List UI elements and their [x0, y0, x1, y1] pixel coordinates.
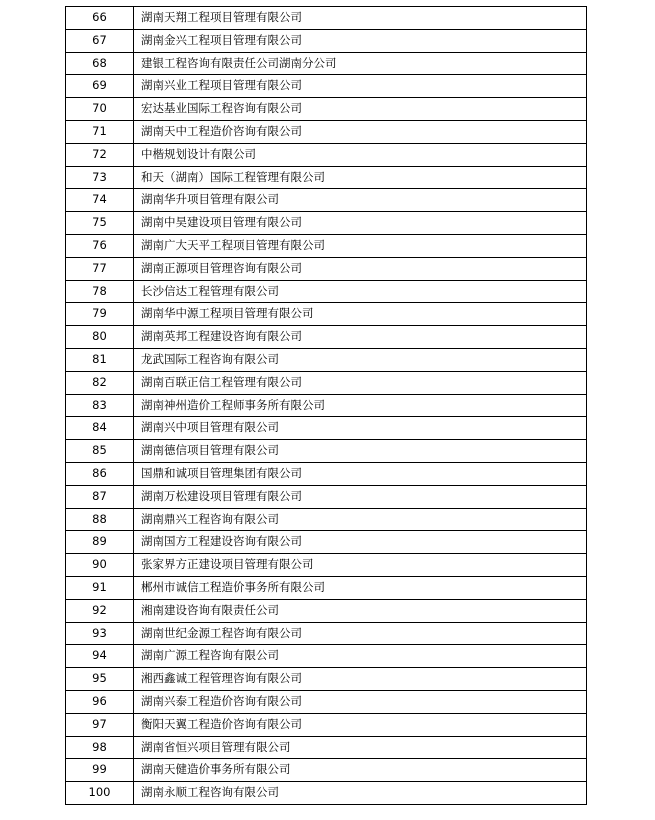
- company-name-cell: 湖南世纪金源工程咨询有限公司: [134, 622, 587, 645]
- company-list-table: [65, 6, 587, 805]
- row-number-cell: 67: [66, 29, 134, 52]
- row-number-cell: 77: [66, 257, 134, 280]
- row-number-cell: 84: [66, 417, 134, 440]
- row-number-cell: 81: [66, 348, 134, 371]
- company-name-cell: 湖南天中工程造价咨询有限公司: [134, 120, 587, 143]
- document-page: [65, 6, 586, 805]
- table-row: [66, 736, 587, 759]
- company-name-cell: 湖南省恒兴项目管理有限公司: [134, 736, 587, 759]
- company-name-cell: 国鼎和诚项目管理集团有限公司: [134, 462, 587, 485]
- table-row: [66, 440, 587, 463]
- company-name-cell: 湖南兴泰工程造价咨询有限公司: [134, 690, 587, 713]
- table-row: [66, 508, 587, 531]
- table-body: [66, 7, 587, 805]
- row-number-cell: 73: [66, 166, 134, 189]
- company-name-cell: 张家界方正建设项目管理有限公司: [134, 554, 587, 577]
- company-name-cell: 湖南兴业工程项目管理有限公司: [134, 75, 587, 98]
- table-row: [66, 348, 587, 371]
- table-row: [66, 554, 587, 577]
- row-number-cell: 98: [66, 736, 134, 759]
- company-name-cell: 湘南建设咨询有限责任公司: [134, 599, 587, 622]
- company-name-cell: 湖南国方工程建设咨询有限公司: [134, 531, 587, 554]
- row-number-cell: 90: [66, 554, 134, 577]
- table-row: [66, 417, 587, 440]
- table-row: [66, 98, 587, 121]
- company-name-cell: 湖南正源项目管理咨询有限公司: [134, 257, 587, 280]
- company-name-cell: 宏达基业国际工程咨询有限公司: [134, 98, 587, 121]
- row-number-cell: 89: [66, 531, 134, 554]
- row-number-cell: 83: [66, 394, 134, 417]
- row-number-cell: 80: [66, 326, 134, 349]
- table-row: [66, 120, 587, 143]
- row-number-cell: 92: [66, 599, 134, 622]
- row-number-cell: 71: [66, 120, 134, 143]
- row-number-cell: 75: [66, 212, 134, 235]
- row-number-cell: 95: [66, 668, 134, 691]
- company-name-cell: 湖南华升项目管理有限公司: [134, 189, 587, 212]
- table-row: [66, 7, 587, 30]
- row-number-cell: 91: [66, 576, 134, 599]
- table-row: [66, 234, 587, 257]
- company-name-cell: 湖南神州造价工程师事务所有限公司: [134, 394, 587, 417]
- company-name-cell: 湖南金兴工程项目管理有限公司: [134, 29, 587, 52]
- company-name-cell: 衡阳天翼工程造价咨询有限公司: [134, 713, 587, 736]
- row-number-cell: 99: [66, 759, 134, 782]
- table-row: [66, 189, 587, 212]
- company-name-cell: 湖南德信项目管理有限公司: [134, 440, 587, 463]
- table-row: [66, 52, 587, 75]
- company-name-cell: 湖南广大天平工程项目管理有限公司: [134, 234, 587, 257]
- company-name-cell: 长沙信达工程管理有限公司: [134, 280, 587, 303]
- table-row: [66, 782, 587, 805]
- row-number-cell: 100: [66, 782, 134, 805]
- row-number-cell: 97: [66, 713, 134, 736]
- row-number-cell: 86: [66, 462, 134, 485]
- table-row: [66, 645, 587, 668]
- table-row: [66, 462, 587, 485]
- row-number-cell: 78: [66, 280, 134, 303]
- company-name-cell: 湖南天健造价事务所有限公司: [134, 759, 587, 782]
- table-row: [66, 143, 587, 166]
- row-number-cell: 68: [66, 52, 134, 75]
- row-number-cell: 70: [66, 98, 134, 121]
- row-number-cell: 66: [66, 7, 134, 30]
- company-name-cell: 郴州市诚信工程造价事务所有限公司: [134, 576, 587, 599]
- table-row: [66, 713, 587, 736]
- row-number-cell: 82: [66, 371, 134, 394]
- table-row: [66, 622, 587, 645]
- row-number-cell: 74: [66, 189, 134, 212]
- company-name-cell: 湖南广源工程咨询有限公司: [134, 645, 587, 668]
- row-number-cell: 96: [66, 690, 134, 713]
- row-number-cell: 87: [66, 485, 134, 508]
- table-row: [66, 29, 587, 52]
- company-name-cell: 湖南天翔工程项目管理有限公司: [134, 7, 587, 30]
- row-number-cell: 88: [66, 508, 134, 531]
- company-name-cell: 湖南英邦工程建设咨询有限公司: [134, 326, 587, 349]
- company-name-cell: 湘西鑫诚工程管理咨询有限公司: [134, 668, 587, 691]
- company-name-cell: 湖南兴中项目管理有限公司: [134, 417, 587, 440]
- company-name-cell: 湖南百联正信工程管理有限公司: [134, 371, 587, 394]
- row-number-cell: 76: [66, 234, 134, 257]
- table-row: [66, 212, 587, 235]
- table-row: [66, 690, 587, 713]
- table-row: [66, 668, 587, 691]
- table-row: [66, 280, 587, 303]
- company-name-cell: 和天（湖南）国际工程管理有限公司: [134, 166, 587, 189]
- table-row: [66, 759, 587, 782]
- table-row: [66, 303, 587, 326]
- table-row: [66, 257, 587, 280]
- row-number-cell: 85: [66, 440, 134, 463]
- company-name-cell: 龙武国际工程咨询有限公司: [134, 348, 587, 371]
- table-row: [66, 394, 587, 417]
- table-row: [66, 599, 587, 622]
- company-name-cell: 中楷规划设计有限公司: [134, 143, 587, 166]
- row-number-cell: 69: [66, 75, 134, 98]
- row-number-cell: 94: [66, 645, 134, 668]
- row-number-cell: 93: [66, 622, 134, 645]
- table-row: [66, 166, 587, 189]
- company-name-cell: 湖南鼎兴工程咨询有限公司: [134, 508, 587, 531]
- company-name-cell: 湖南中昊建设项目管理有限公司: [134, 212, 587, 235]
- table-row: [66, 531, 587, 554]
- table-row: [66, 75, 587, 98]
- table-row: [66, 326, 587, 349]
- row-number-cell: 72: [66, 143, 134, 166]
- table-row: [66, 576, 587, 599]
- table-row: [66, 371, 587, 394]
- company-name-cell: 建银工程咨询有限责任公司湖南分公司: [134, 52, 587, 75]
- table-row: [66, 485, 587, 508]
- company-name-cell: 湖南华中源工程项目管理有限公司: [134, 303, 587, 326]
- company-name-cell: 湖南万松建设项目管理有限公司: [134, 485, 587, 508]
- company-name-cell: 湖南永顺工程咨询有限公司: [134, 782, 587, 805]
- row-number-cell: 79: [66, 303, 134, 326]
